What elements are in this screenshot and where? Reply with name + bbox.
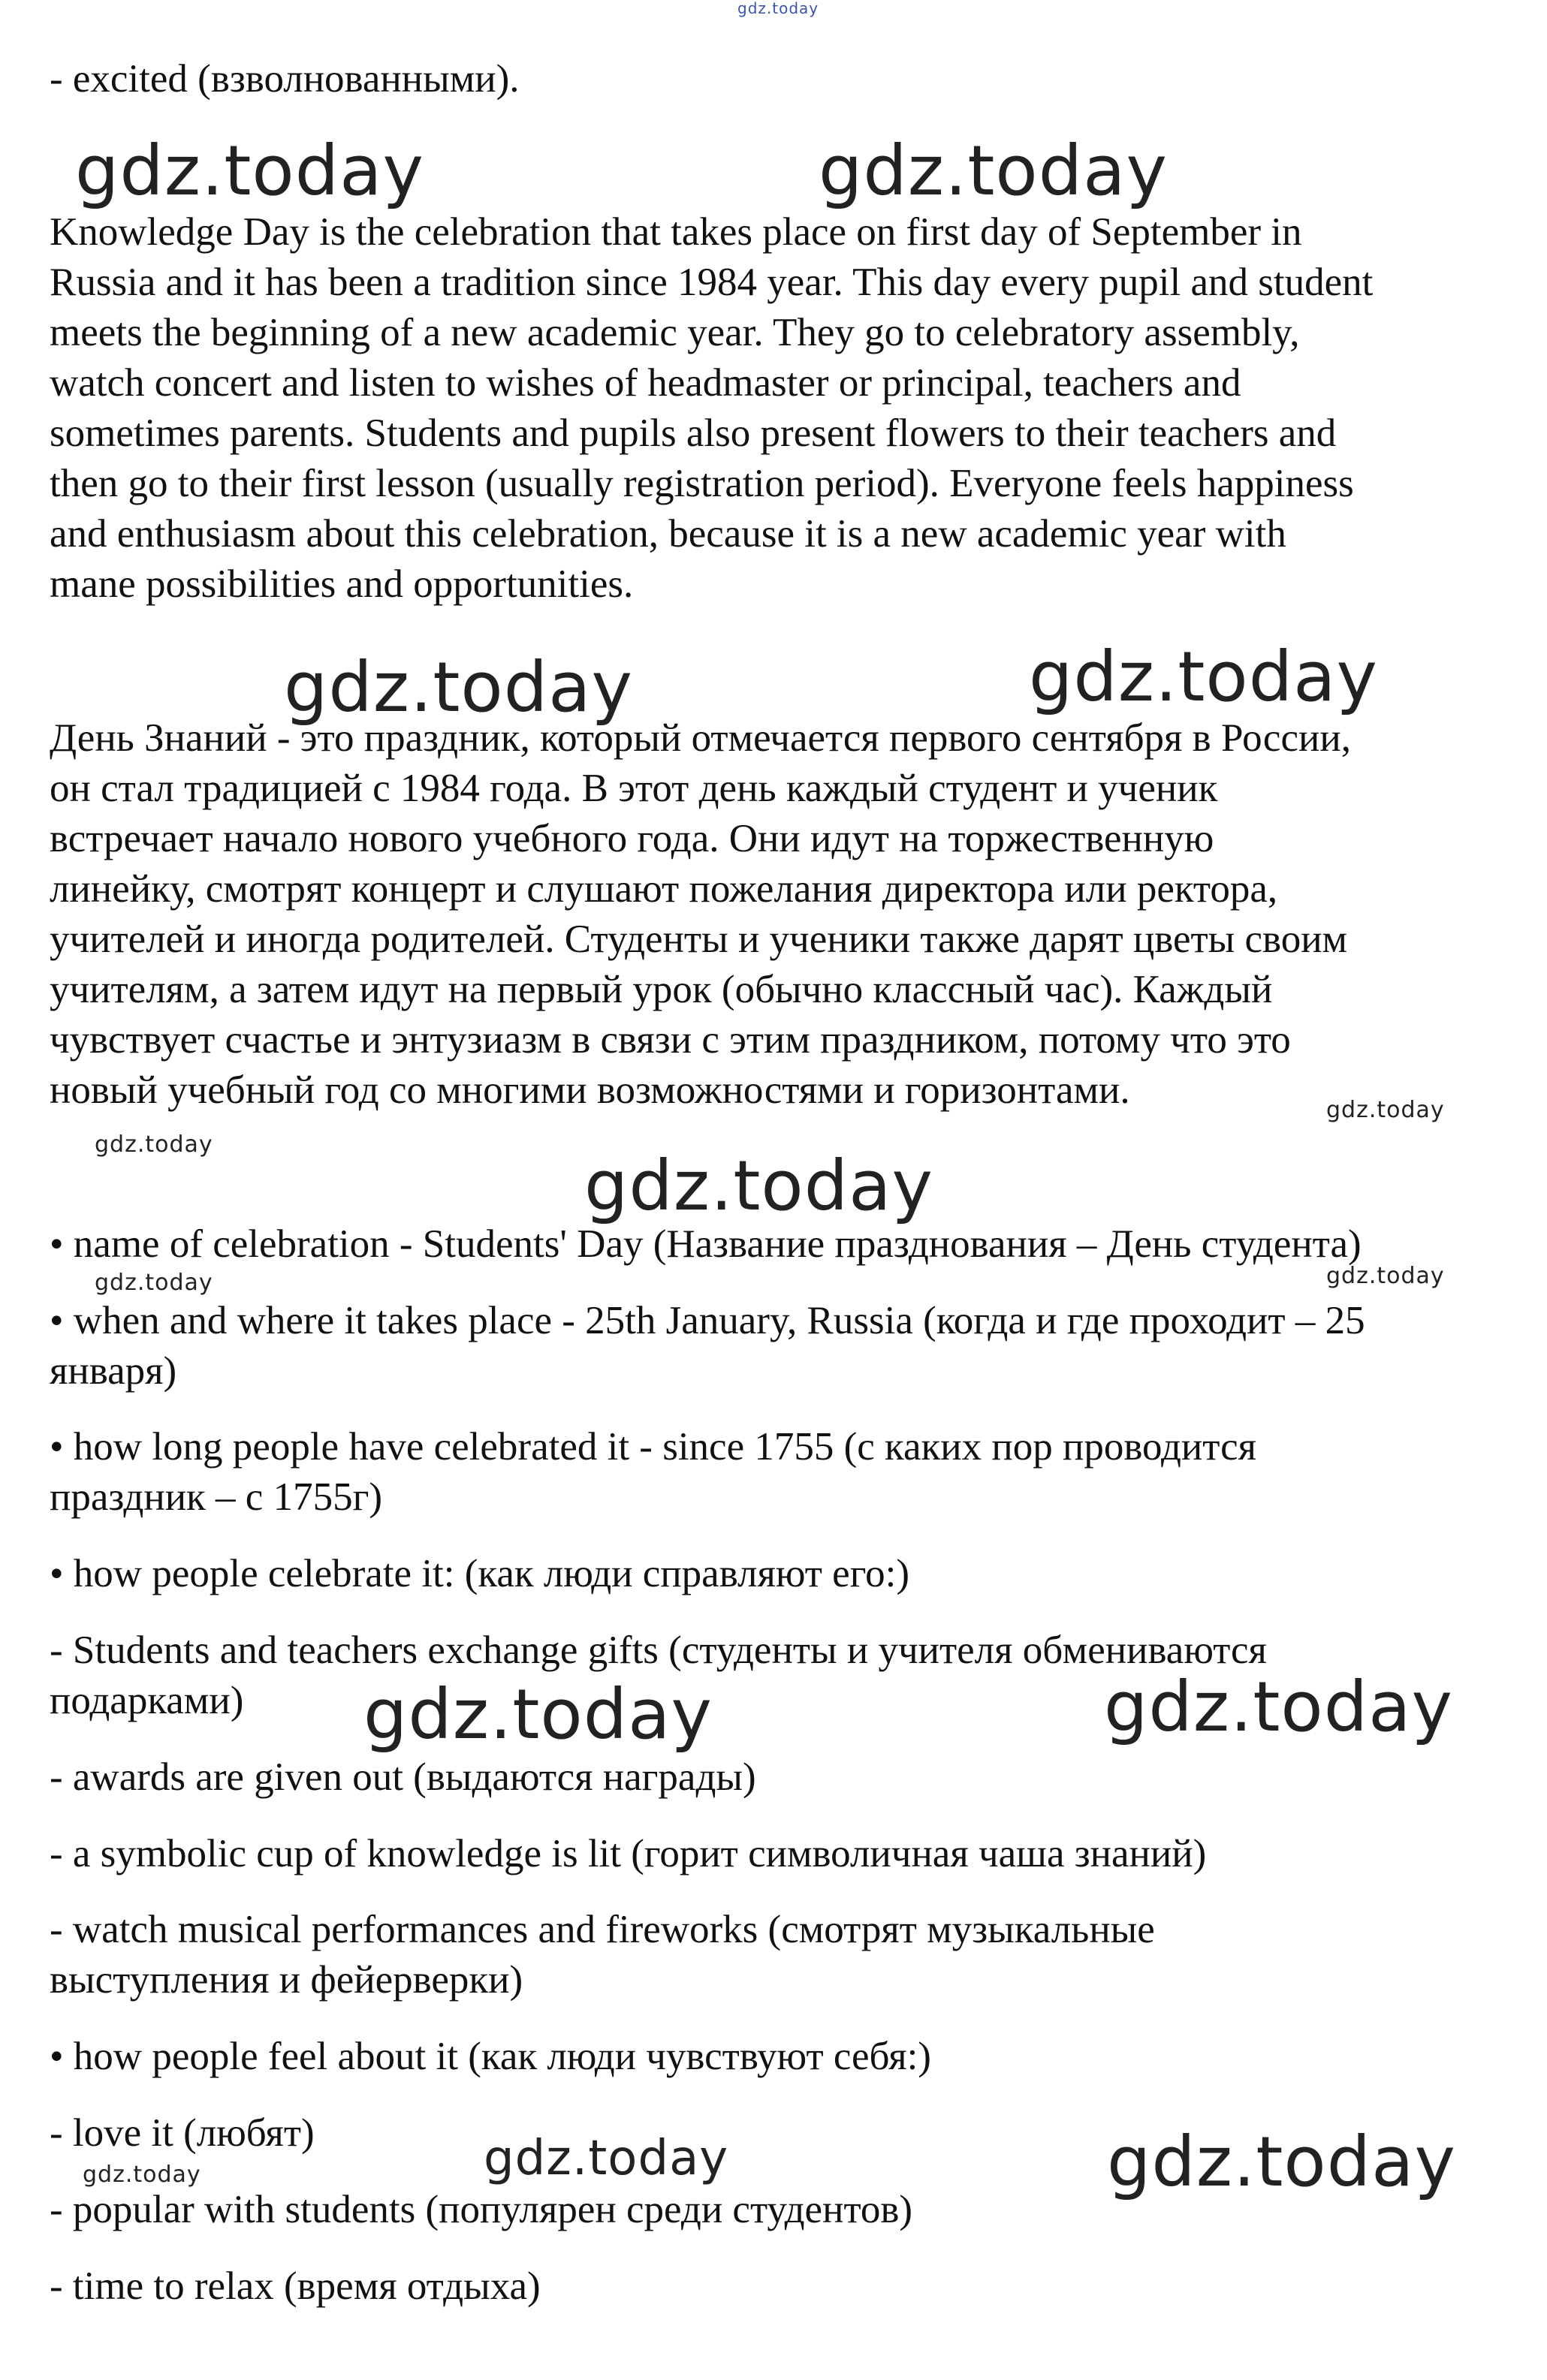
paragraph-ru-line: линейку, смотрят концерт и слушают пожелания директора или ректора,: [50, 867, 1278, 911]
list-item: • name of celebration - Students' Day (Название празднования – День студента): [50, 1222, 1362, 1266]
list-item: • how long people have celebrated it - since 1755 (с каких пор проводится: [50, 1425, 1257, 1469]
paragraph-ru-line: учителей и иногда родителей. Студенты и ученики также дарят цветы своим: [50, 917, 1348, 961]
watermark-1: gdz.today: [75, 131, 424, 211]
watermark-5: gdz.today: [584, 1146, 933, 1226]
list-item: - Students and teachers exchange gifts (студенты и учителя обмениваются: [50, 1628, 1267, 1672]
paragraph-en-line: meets the beginning of a new academic year. They go to celebratory assembly,: [50, 311, 1300, 354]
watermark-small-3: gdz.today: [95, 1270, 213, 1296]
watermark-small-1: gdz.today: [1326, 1097, 1445, 1123]
paragraph-en-line: Knowledge Day is the celebration that takes place on first day of September in: [50, 210, 1302, 254]
list-item: - time to relax (время отдыха): [50, 2264, 541, 2308]
list-item: января): [50, 1349, 177, 1393]
watermark-7: gdz.today: [1104, 1667, 1453, 1747]
watermark-top-tiny: gdz.today: [737, 0, 819, 17]
paragraph-en-line: sometimes parents. Students and pupils also present flowers to their teachers and: [50, 411, 1337, 455]
watermark-small-5: gdz.today: [83, 2162, 201, 2188]
watermark-3: gdz.today: [284, 647, 633, 728]
paragraph-en-line: mane possibilities and opportunities.: [50, 562, 634, 606]
paragraph-en-line: and enthusiasm about this celebration, because it is a new academic year with: [50, 512, 1286, 556]
watermark-8: gdz.today: [484, 2131, 729, 2186]
list-item: праздник – с 1755г): [50, 1475, 382, 1519]
paragraph-ru-line: новый учебный год со многими возможностями и горизонтами.: [50, 1068, 1130, 1112]
paragraph-ru-line: День Знаний - это праздник, который отмечается первого сентября в России,: [50, 716, 1351, 760]
list-item: - popular with students (популярен среди студентов): [50, 2188, 913, 2231]
list-item: - awards are given out (выдаются награды): [50, 1755, 756, 1799]
watermark-9: gdz.today: [1107, 2122, 1456, 2202]
list-item: - a symbolic cup of knowledge is lit (горит символичная чаша знаний): [50, 1832, 1207, 1875]
list-item: • how people feel about it (как люди чувствуют себя:): [50, 2035, 931, 2078]
paragraph-en-line: Russia and it has been a tradition since 1984 year. This day every pupil and student: [50, 261, 1374, 304]
list-item: подарками): [50, 1679, 244, 1722]
intro-line: - excited (взволнованными).: [50, 57, 520, 101]
paragraph-en-line: then go to their first lesson (usually registration period). Everyone feels happiness: [50, 462, 1354, 505]
watermark-2: gdz.today: [819, 131, 1168, 211]
paragraph-ru-line: чувствует счастье и энтузиазм в связи с этим праздником, потому что это: [50, 1018, 1291, 1062]
list-item: • when and where it takes place - 25th January, Russia (когда и где проходит – 25: [50, 1299, 1365, 1342]
watermark-4: gdz.today: [1029, 637, 1378, 717]
paragraph-ru-line: учителям, а затем идут на первый урок (обычно классный час). Каждый: [50, 968, 1273, 1011]
paragraph-en-line: watch concert and listen to wishes of headmaster or principal, teachers and: [50, 361, 1241, 405]
list-item: • how people celebrate it: (как люди справляют его:): [50, 1552, 909, 1595]
list-item: - love it (любят): [50, 2111, 315, 2155]
paragraph-ru-line: он стал традицией с 1984 года. В этот день каждый студент и ученик: [50, 767, 1218, 810]
list-item: выступления и фейерверки): [50, 1958, 523, 2002]
paragraph-ru-line: встречает начало нового учебного года. Они идут на торжественную: [50, 817, 1214, 860]
watermark-small-4: gdz.today: [1326, 1263, 1445, 1289]
watermark-6: gdz.today: [363, 1674, 713, 1755]
list-item: - watch musical performances and fireworks (смотрят музыкальные: [50, 1908, 1155, 1951]
watermark-small-2: gdz.today: [95, 1131, 213, 1158]
